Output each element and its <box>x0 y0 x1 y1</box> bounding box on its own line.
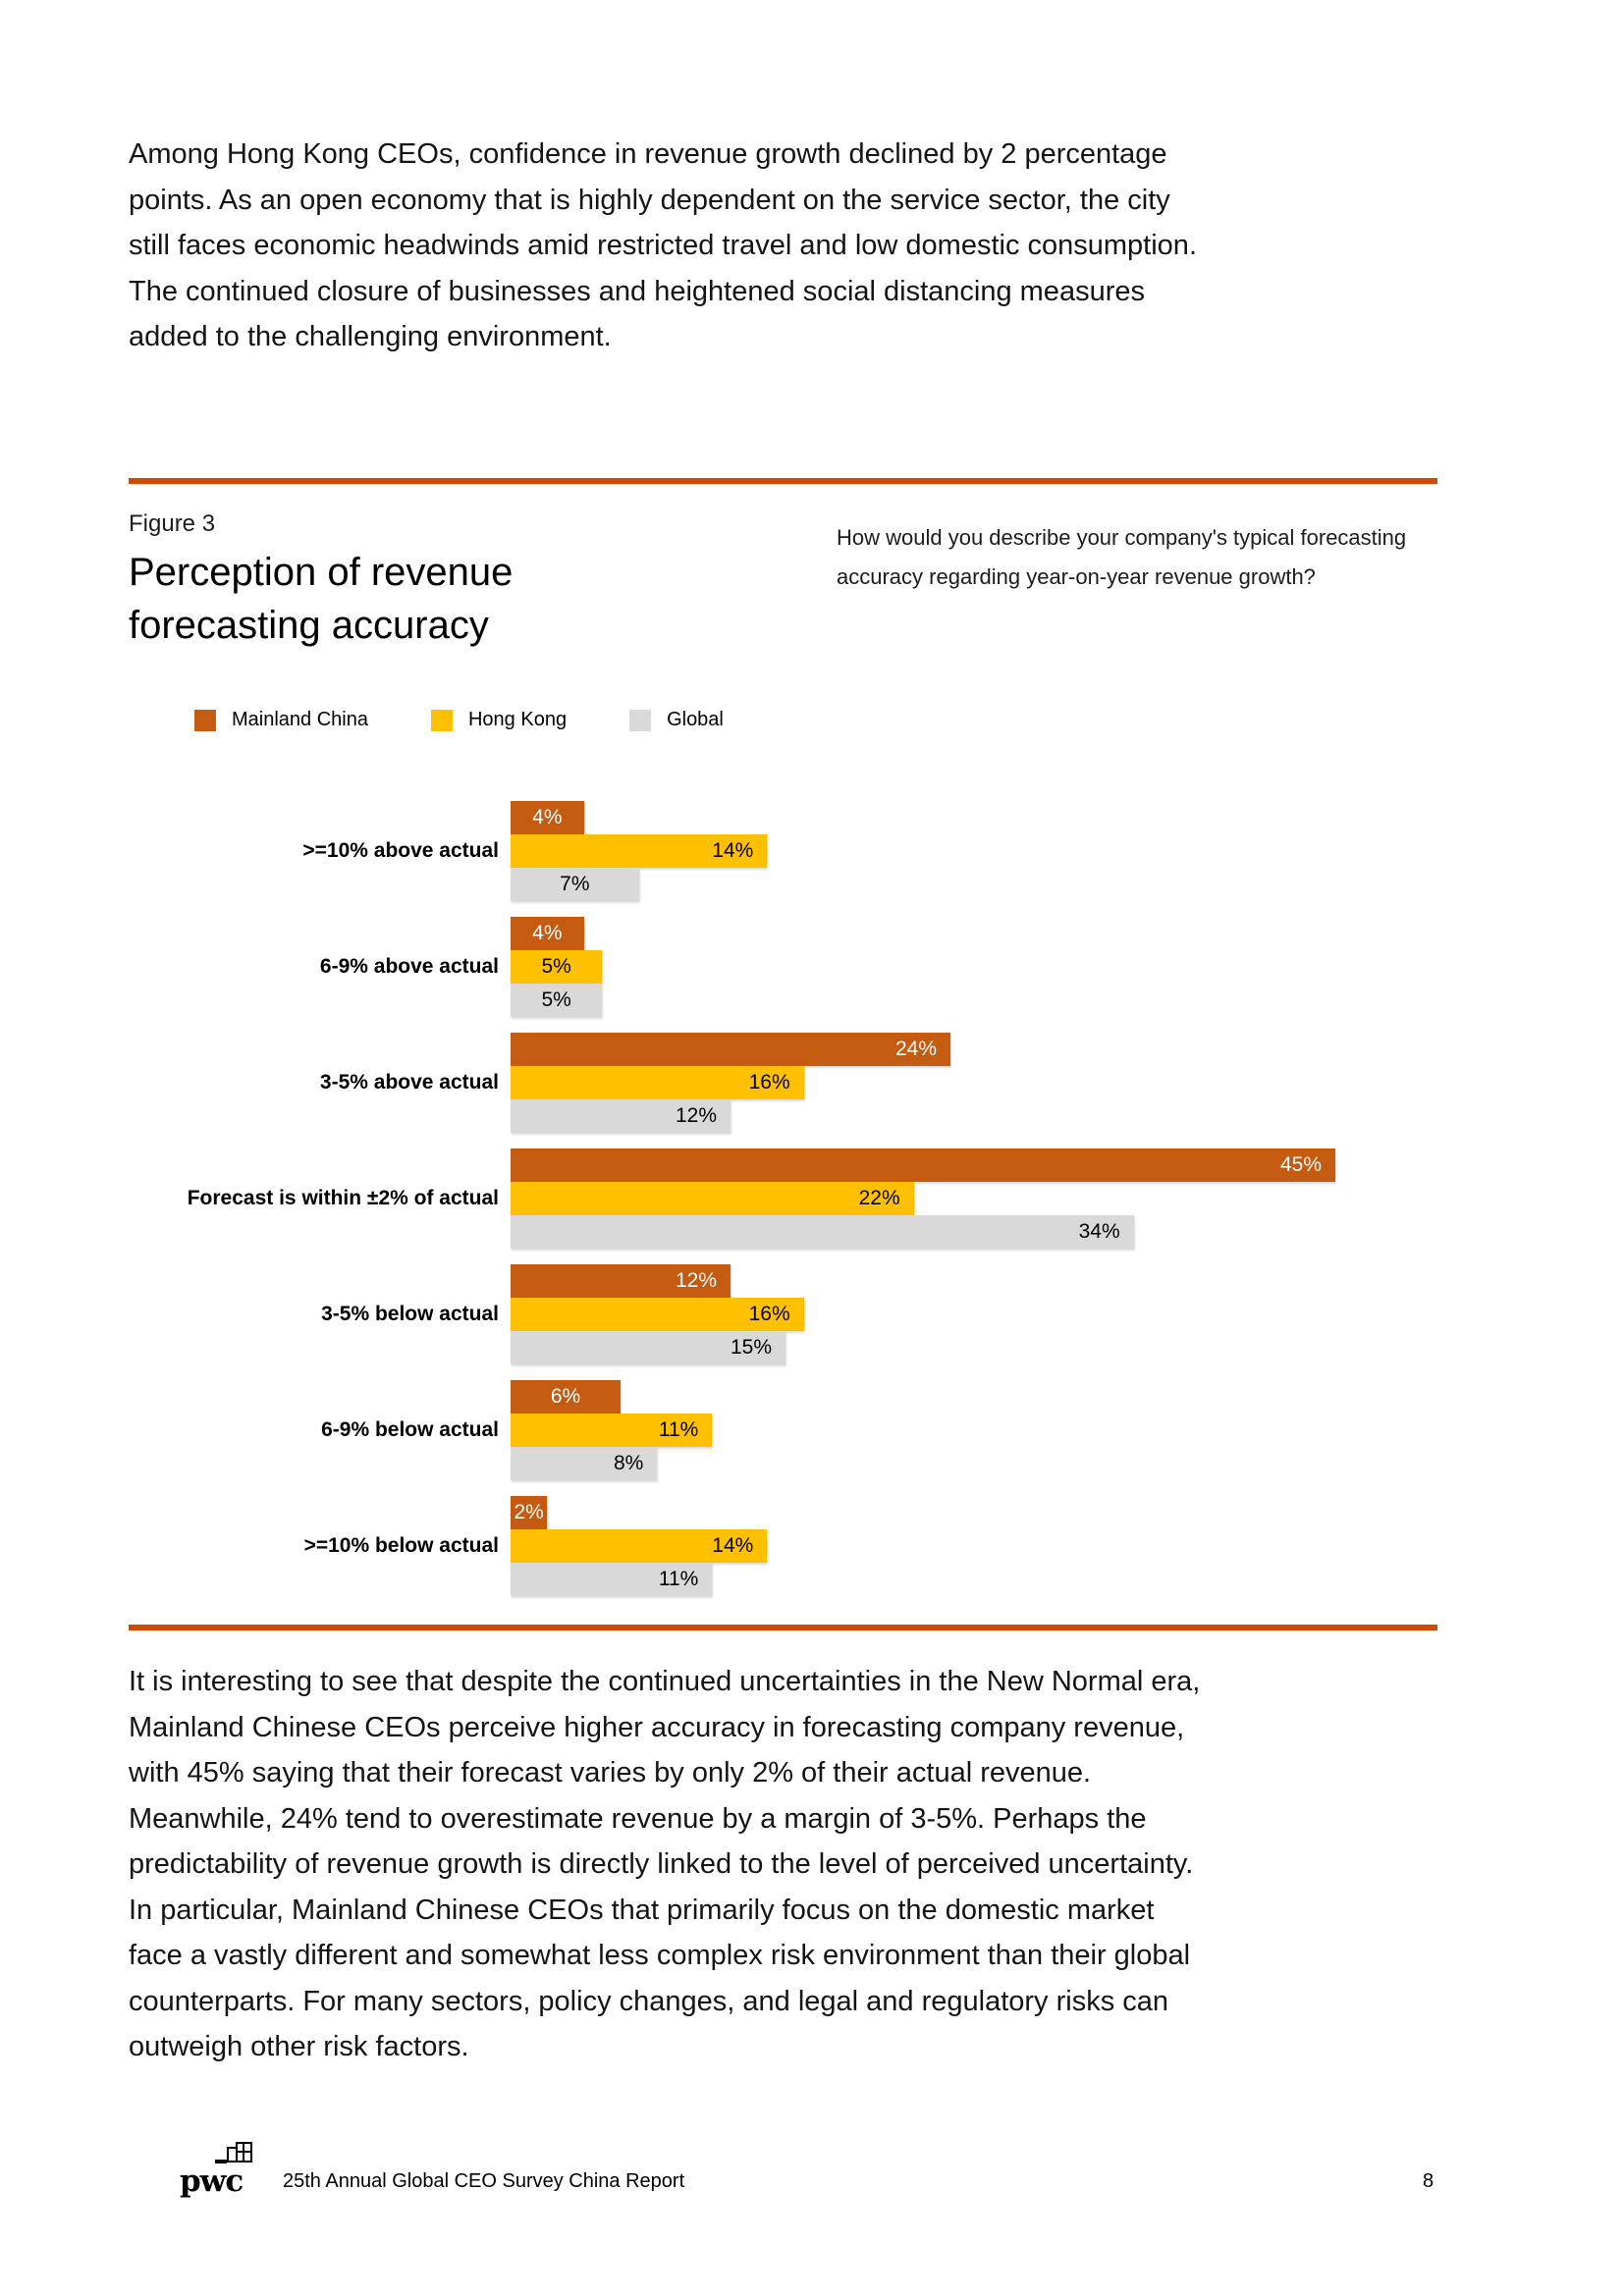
bar-mainland-china <box>511 801 584 834</box>
bar-value-label: 22% <box>858 1187 900 1209</box>
bar-value-label: 11% <box>658 1568 699 1590</box>
bar-value-label: 5% <box>541 988 571 1011</box>
bar-hong-kong <box>511 1529 767 1563</box>
bar-value-label: 12% <box>675 1104 717 1127</box>
bar-global <box>511 984 602 1017</box>
bar-value-label: 8% <box>613 1452 644 1474</box>
bar-value-label: 45% <box>1279 1153 1322 1176</box>
bar-hong-kong <box>511 1066 804 1099</box>
bar-group <box>511 1148 1335 1249</box>
bar-value-label: 14% <box>712 1534 754 1557</box>
legend-label: Mainland China <box>232 709 368 730</box>
text-line: still faces economic headwinds amid restricted travel and low domestic consumption. <box>129 230 1197 261</box>
bar-hong-kong <box>511 1298 804 1331</box>
bar-mainland-china <box>511 1148 1335 1182</box>
text-line: with 45% saying that their forecast varies by only 2% of their actual revenue. <box>129 1757 1092 1789</box>
bar-global <box>511 868 639 901</box>
bar-value-label: 12% <box>675 1269 717 1292</box>
bar-value-label: 16% <box>748 1071 790 1094</box>
pwc-logo: pwc <box>180 2163 244 2199</box>
bar-group <box>511 801 767 901</box>
text-line: The continued closure of businesses and heightened social distancing measures <box>129 275 1145 307</box>
chart-row <box>129 1496 1335 1596</box>
text-line: points. As an open economy that is highly dependent on the service sector, the city <box>129 184 1170 216</box>
category-label: >=10% below actual <box>303 1534 499 1557</box>
bar-value-label: 14% <box>712 839 754 862</box>
category-label: 3-5% above actual <box>319 1071 499 1094</box>
legend-swatch-icon <box>431 710 453 731</box>
text-line: Meanwhile, 24% tend to overestimate revenue by a margin of 3-5%. Perhaps the <box>129 1802 1147 1835</box>
category-label: Forecast is within ±2% of actual <box>187 1187 499 1209</box>
legend-item-mainland-china <box>194 709 368 731</box>
bar-hong-kong <box>511 950 602 984</box>
bar-value-label: 4% <box>532 806 563 828</box>
bar-value-label: 11% <box>658 1418 699 1441</box>
bar-value-label: 5% <box>541 955 571 978</box>
bar-group <box>511 1496 767 1596</box>
figure-label: Figure 3 <box>129 510 216 537</box>
bar-value-label: 15% <box>730 1336 772 1359</box>
bar-value-label: 24% <box>894 1038 937 1060</box>
intro-paragraph <box>129 132 1484 360</box>
bar-value-label: 7% <box>560 873 590 895</box>
text-line: Mainland Chinese CEOs perceive higher accuracy in forecasting company revenue, <box>129 1711 1185 1743</box>
analysis-paragraph <box>129 1659 1484 2070</box>
category-label: 6-9% below actual <box>321 1418 499 1441</box>
figure-title: Perception of revenue forecasting accuracy <box>129 551 514 647</box>
legend-item-global <box>629 709 724 731</box>
chart-row <box>129 1148 1335 1249</box>
bar-global <box>511 1215 1134 1249</box>
bar-group <box>511 1264 804 1364</box>
bar-global <box>511 1563 712 1596</box>
legend-label: Hong Kong <box>467 709 568 730</box>
legend-item-hong-kong <box>431 709 567 731</box>
bar-mainland-china <box>511 1033 950 1066</box>
footer-page-number: 8 <box>1423 2170 1435 2192</box>
bar-hong-kong <box>511 1414 712 1447</box>
bar-group <box>511 1033 950 1133</box>
bar-global <box>511 1331 785 1364</box>
chart-row <box>129 917 1335 1017</box>
footer-report-title: 25th Annual Global CEO Survey China Report <box>283 2170 685 2192</box>
text-line: face a vastly different and somewhat less complex risk environment than their global <box>129 1940 1191 1971</box>
bar-global <box>511 1447 657 1480</box>
bar-mainland-china <box>511 1264 731 1298</box>
text-line: accuracy regarding year-on-year revenue growth? <box>837 564 1316 589</box>
chart-row <box>129 1380 1335 1480</box>
bar-group <box>511 917 602 1017</box>
chart-row <box>129 1264 1335 1364</box>
chart-row <box>129 801 1335 901</box>
category-label: >=10% above actual <box>302 839 499 862</box>
legend-swatch-icon <box>629 710 651 731</box>
text-line: How would you describe your company's typical forecasting <box>837 525 1407 550</box>
bar-global <box>511 1099 731 1133</box>
text-line: In particular, Mainland Chinese CEOs that primarily focus on the domestic market <box>129 1894 1155 1926</box>
text-line: outweigh other risk factors. <box>129 2031 469 2062</box>
bar-hong-kong <box>511 1182 914 1215</box>
chart-legend <box>194 709 724 731</box>
bar-value-label: 6% <box>550 1385 581 1408</box>
chart-row <box>129 1033 1335 1133</box>
category-label: 6-9% above actual <box>319 955 499 978</box>
bar-value-label: 16% <box>748 1303 790 1325</box>
category-label: 3-5% below actual <box>321 1303 499 1325</box>
survey-question <box>837 518 1406 597</box>
text-line: added to the challenging environment. <box>129 321 612 352</box>
bar-chart <box>129 801 1335 1596</box>
text-line: counterparts. For many sectors, policy changes, and legal and regulatory risks can <box>129 1985 1169 2017</box>
text-line: predictability of revenue growth is directly linked to the level of perceived uncertainty. <box>129 1848 1194 1880</box>
legend-label: Global <box>667 709 724 730</box>
text-line: It is interesting to see that despite the continued uncertainties in the New Normal era, <box>129 1666 1201 1697</box>
bar-group <box>511 1380 712 1480</box>
legend-swatch-icon <box>194 710 216 731</box>
text-line: Among Hong Kong CEOs, confidence in revenue growth declined by 2 percentage <box>129 138 1167 170</box>
bar-value-label: 4% <box>532 922 563 944</box>
bar-mainland-china <box>511 1380 621 1414</box>
bar-value-label: 34% <box>1078 1220 1120 1243</box>
bar-mainland-china <box>511 917 584 950</box>
bar-hong-kong <box>511 834 767 868</box>
bar-value-label: 2% <box>514 1501 544 1523</box>
top-divider <box>129 478 1437 484</box>
bottom-divider <box>129 1625 1437 1630</box>
bar-mainland-china <box>511 1496 547 1529</box>
